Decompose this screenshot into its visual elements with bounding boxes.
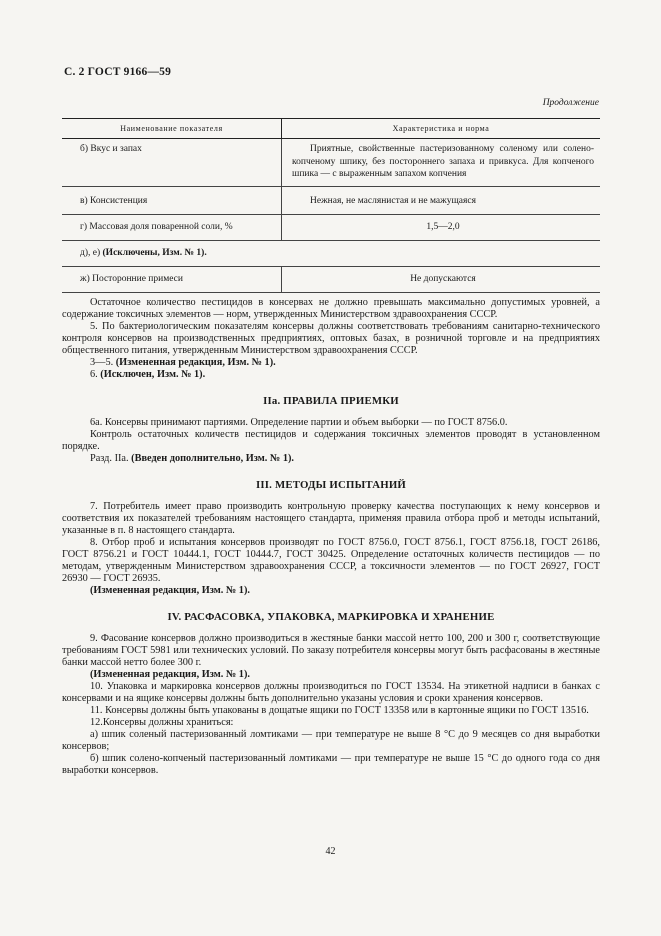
page-number: 42 bbox=[325, 846, 336, 857]
paragraph-12: 12.Консервы должны храниться: bbox=[90, 717, 234, 728]
row-value: Не допускаются bbox=[282, 266, 601, 292]
row-name: в) Консистенция bbox=[62, 186, 282, 214]
continued-label: Продолжение bbox=[542, 98, 599, 108]
section-heading-test-methods: III. МЕТОДЫ ИСПЫТАНИЙ bbox=[255, 479, 407, 491]
section-heading-acceptance: IIa. ПРАВИЛА ПРИЕМКИ bbox=[263, 395, 399, 407]
spec-table bbox=[62, 118, 600, 293]
paragraph-ref: Разд. IIa. bbox=[90, 453, 132, 464]
row-value: Приятные, свойственные пастеризованному соленому или солено-копченому шпику, без постороннего запаха и привкуса. Для копченого шпика — с выраженным запахом копчения bbox=[282, 139, 601, 187]
amendment-note: (Измененная редакция, Изм. № 1). bbox=[90, 585, 250, 596]
paragraph-7: 7. Потребитель имеет право производить контрольную проверку качества поступающих к нему консервов и соответствия их показателей требованиям настоящего стандарта, применяя правила отбора проб и методы испытаний, указанные в п. 8 настоящего стандарта. bbox=[62, 501, 600, 536]
row-name: г) Массовая доля поваренной соли, % bbox=[62, 214, 282, 240]
amendment-note: (Измененная редакция, Изм. № 1). bbox=[90, 669, 250, 680]
table-row bbox=[62, 139, 600, 187]
paragraph-9: 9. Фасование консервов должно производиться в жестяные банки массой нетто 100, 200 и 300 г, соответствующие требованиям ГОСТ 5981 или технических условий. По заказу потребителя консервы могут быть расфасованы в жестяные банки массой нетто более 300 г. bbox=[62, 633, 600, 668]
column-header-name: Наименование показателя bbox=[62, 119, 282, 139]
amendment-note: (Введен дополнительно, Изм. № 1). bbox=[131, 453, 294, 464]
row-name: б) Вкус и запах bbox=[62, 139, 282, 187]
paragraph-section-note bbox=[62, 453, 600, 465]
row-excluded bbox=[62, 240, 600, 266]
amendment-note: (Исключен, Изм. № 1). bbox=[100, 369, 206, 380]
table-row bbox=[62, 186, 600, 214]
paragraph-12a: а) шпик соленый пастеризованный ломтиками — при температуре не выше 8 °С до 9 месяцев со дня выработки консервов; bbox=[62, 729, 600, 752]
paragraph-control: Контроль остаточных количеств пестицидов и содержания токсичных элементов проводят в установленном порядке. bbox=[62, 429, 600, 452]
column-header-value: Характеристика и норма bbox=[282, 119, 601, 139]
table-row bbox=[62, 240, 600, 266]
table-row bbox=[62, 214, 600, 240]
row-excluded-note: (Исключены, Изм. № 1). bbox=[102, 247, 207, 258]
paragraph-ref: 3—5. bbox=[90, 357, 116, 368]
row-value: 1,5—2,0 bbox=[282, 214, 601, 240]
section-heading-packaging: IV. РАСФАСОВКА, УПАКОВКА, МАРКИРОВКА И ХРАНЕНИЕ bbox=[167, 611, 495, 623]
paragraph-ref: 6. bbox=[90, 369, 101, 380]
paragraph-amend-3-5 bbox=[62, 357, 600, 369]
table-row bbox=[62, 266, 600, 292]
row-value: Нежная, не маслянистая и не мажущаяся bbox=[282, 186, 601, 214]
paragraph-10: 10. Упаковка и маркировка консервов должны производиться по ГОСТ 13534. На этикетной надписи в банках с консервами и на ящике консервы должны быть дополнительно указаны условия и сроки хранения консервов. bbox=[62, 681, 600, 704]
paragraph-pesticides: Остаточное количество пестицидов в консервах не должно превышать максимально допустимых уровней, а содержание токсичных элементов — норм, утвержденных Министерством здравоохранения СССР. bbox=[62, 297, 600, 320]
paragraph-8: 8. Отбор проб и испытания консервов производят по ГОСТ 8756.0, ГОСТ 8756.1, ГОСТ 8756.18, ГОСТ 26186, ГОСТ 8756.21 и ГОСТ 10444.1, ГОСТ 10444.7, ГОСТ 30425. Определение остаточных количеств пестицидов — по методам, утвержденным Министерством здравоохранения СССР, а токсичности элементов — по ГОСТ 26927, ГОСТ 26930 — ГОСТ 26935. bbox=[62, 537, 600, 584]
row-excluded-label: д), е) bbox=[80, 247, 103, 258]
page-header: С. 2 ГОСТ 9166—59 bbox=[64, 66, 172, 78]
table-header-row bbox=[62, 119, 600, 139]
paragraph-12b: б) шпик солено-копченый пастеризованный ломтиками — при температуре не выше 15 °С до одного года со дня выработки консервов. bbox=[62, 753, 600, 776]
document-body bbox=[62, 297, 600, 777]
paragraph-6 bbox=[62, 369, 600, 381]
paragraph-11: 11. Консервы должны быть упакованы в дощатые ящики по ГОСТ 13358 или в картонные ящики по ГОСТ 13516. bbox=[90, 705, 589, 716]
amendment-note: (Измененная редакция, Изм. № 1). bbox=[115, 357, 276, 368]
paragraph-5: 5. По бактериологическим показателям консервы должны соответствовать требованиям санитарно-технического контроля консервов на производственных предприятиях, оптовых базах, в розничной торговле и на предприятиях общественного питания, утвержденным Министерством здравоохранения СССР. bbox=[62, 321, 600, 356]
paragraph-6a: 6а. Консервы принимают партиями. Определение партии и объем выборки — по ГОСТ 8756.0. bbox=[90, 417, 508, 428]
row-name: ж) Посторонние примеси bbox=[62, 266, 282, 292]
